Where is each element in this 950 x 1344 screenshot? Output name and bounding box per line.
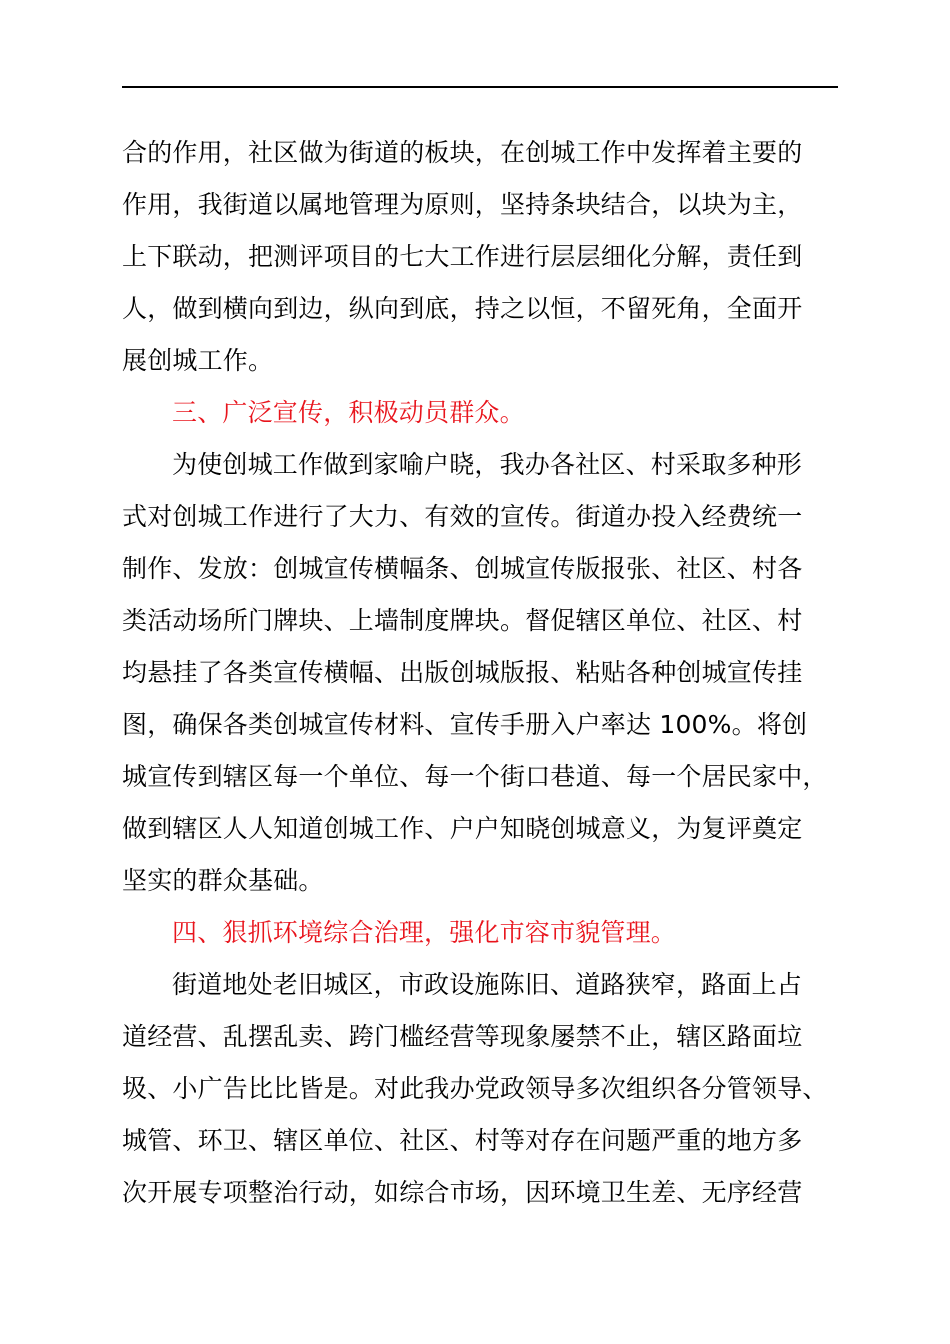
text-line: 城管、环卫、辖区单位、社区、村等对存在问题严重的地方多	[122, 1126, 803, 1155]
text-line: 图，确保各类创城宣传材料、宣传手册入户率达 100%。将创	[122, 710, 808, 739]
text-line: 圾、小广告比比皆是。对此我办党政领导多次组织各分管领导、	[122, 1074, 828, 1103]
text-line: 制作、发放：创城宣传横幅条、创城宣传版报张、社区、村各	[122, 554, 803, 583]
text-line: 均悬挂了各类宣传横幅、出版创城版报、粘贴各种创城宣传挂	[122, 658, 803, 687]
section-heading-3: 三、广泛宣传，积极动员群众。	[172, 398, 525, 427]
text-line: 上下联动，把测评项目的七大工作进行层层细化分解，责任到	[122, 242, 803, 271]
text-line: 城宣传到辖区每一个单位、每一个街口巷道、每一个居民家中，	[122, 762, 828, 791]
text-line: 为使创城工作做到家喻户晓，我办各社区、村采取多种形	[172, 450, 803, 479]
section-heading-4: 四、狠抓环境综合治理，强化市容市貌管理。	[172, 918, 677, 947]
text-line: 类活动场所门牌块、上墙制度牌块。督促辖区单位、社区、村	[122, 606, 803, 635]
text-line: 街道地处老旧城区，市政设施陈旧、道路狭窄，路面上占	[172, 970, 803, 999]
text-line: 展创城工作。	[122, 346, 274, 375]
text-line: 作用，我街道以属地管理为原则，坚持条块结合，以块为主，	[122, 190, 803, 219]
text-line: 道经营、乱摆乱卖、跨门槛经营等现象屡禁不止，辖区路面垃	[122, 1022, 803, 1051]
text-line: 合的作用，社区做为街道的板块，在创城工作中发挥着主要的	[122, 138, 803, 167]
text-line: 式对创城工作进行了大力、有效的宣传。街道办投入经费统一	[122, 502, 803, 531]
text-line: 次开展专项整治行动，如综合市场，因环境卫生差、无序经营	[122, 1178, 803, 1207]
text-line: 人，做到横向到边，纵向到底，持之以恒，不留死角，全面开	[122, 294, 803, 323]
header-rule	[122, 86, 838, 88]
text-line: 坚实的群众基础。	[122, 866, 324, 895]
text-line: 做到辖区人人知道创城工作、户户知晓创城意义，为复评奠定	[122, 814, 803, 843]
